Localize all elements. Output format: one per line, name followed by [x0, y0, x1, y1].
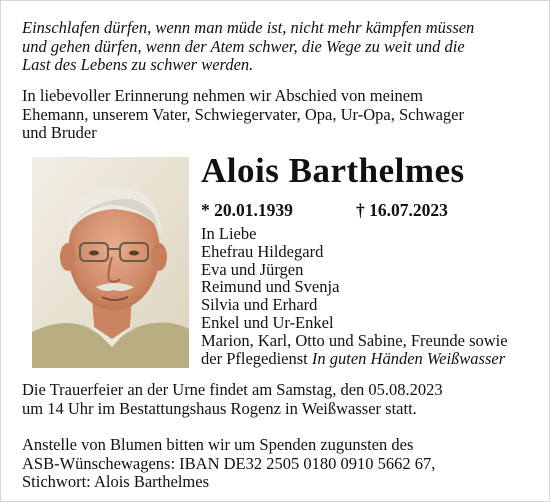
death-date: † 16.07.2023: [356, 200, 448, 220]
quote-line: Einschlafen dürfen, wenn man müde ist, nicht mehr kämpfen müssen: [22, 18, 475, 37]
deceased-name: Alois Barthelmes: [201, 151, 465, 190]
birth-date: * 20.01.1939: [201, 200, 293, 220]
donation-line: ASB-Wünschewagens: IBAN DE32 2505 0180 0910 5662 67,: [22, 453, 436, 473]
mourner-line: Enkel und Ur-Enkel: [201, 312, 334, 332]
mourner-line: Eva und Jürgen: [201, 259, 304, 279]
portrait-photo: [32, 157, 189, 368]
mourners-list: [201, 225, 541, 367]
care-service-prefix: der Pflegedienst: [201, 348, 312, 368]
intro-line: und Bruder: [22, 123, 97, 142]
mourner-line: Marion, Karl, Otto und Sabine, Freunde sowie: [201, 330, 508, 350]
ceremony-line: Die Trauerfeier an der Urne findet am Samstag, den 05.08.2023: [22, 380, 443, 399]
donation-line: Stichwort: Alois Barthelmes: [22, 472, 209, 491]
donation-info: [22, 436, 537, 492]
mourner-line: Silvia und Erhard: [201, 295, 318, 315]
quote-line: und gehen dürfen, wenn der Atem schwer, die Wege zu weit und die: [22, 36, 465, 56]
intro-line: Ehemann, unserem Vater, Schwiegervater, Opa, Ur-Opa, Schwager: [22, 104, 465, 124]
mourner-line-care-service: [201, 350, 541, 368]
mourner-line: Reimund und Svenja: [201, 277, 340, 297]
intro-line: In liebevoller Erinnerung nehmen wir Abschied von meinem: [22, 86, 423, 105]
mourner-line: In Liebe: [201, 224, 257, 243]
mourner-line: Ehefrau Hildegard: [201, 241, 324, 261]
care-service-name: In guten Händen Weißwasser: [311, 348, 506, 368]
ceremony-line: um 14 Uhr im Bestattungshaus Rogenz in Weißwasser statt.: [22, 398, 417, 418]
quote-line: Last des Lebens zu schwer werden.: [22, 55, 254, 74]
donation-line: Anstelle von Blumen bitten wir um Spenden zugunsten des: [22, 435, 414, 454]
farewell-intro: [22, 87, 537, 143]
opening-quote: [22, 19, 537, 75]
funeral-info: [22, 381, 537, 418]
